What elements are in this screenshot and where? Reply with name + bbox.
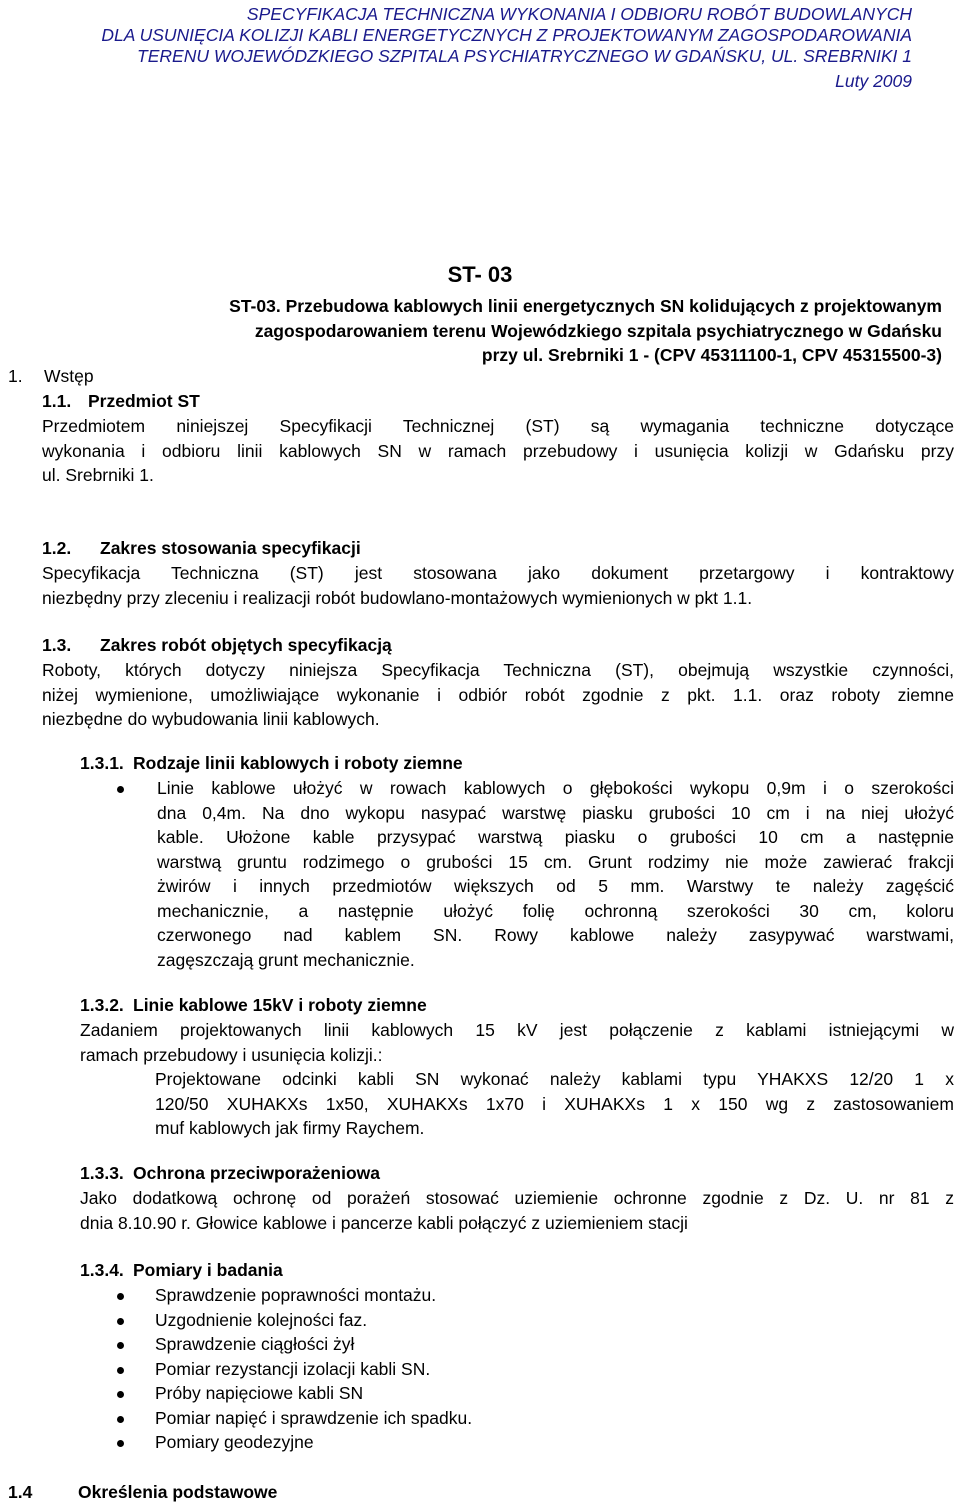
list-item: Pomiar napięć i sprawdzenie ich spadku. [155,1408,473,1428]
list-item: Sprawdzenie ciągłości żył [155,1334,355,1354]
section-1-3-2-paragraph [80,1018,954,1067]
section-1-4-number: 1.4 [8,1482,33,1502]
paragraph-line: Projektowane odcinki kabli SN wykonać należy kablami typu YHAKXS 12/20 1 x [155,1069,954,1089]
subtitle-line: przy ul. Srebrniki 1 - (CPV 45311100-1, CPV 45315500-3) [481,345,942,365]
section-1-3-2-indented-paragraph [155,1067,954,1141]
paragraph-line: ul. Srebrniki 1. [42,465,154,485]
paragraph-line: zagęszczają grunt mechanicznie. [157,949,415,970]
list-item: Pomiar rezystancji izolacji kabli SN. [155,1359,431,1379]
paragraph-line: niezbędny przy zleceniu i realizacji robót budowlano-montażowych wymienionych w pkt 1.1. [42,587,753,608]
document-title: ST- 03 [447,262,513,287]
paragraph-line: niezbędne do wybudowania linii kablowych. [42,709,380,729]
bullet-icon [117,1440,124,1447]
section-1-2-number: 1.2. [42,538,72,558]
list-item: Próby napięciowe kabli SN [155,1383,364,1403]
paragraph-line: dnia 8.10.90 r. Głowice kablowe i pancerze kabli połączyć z uziemieniem stacji [80,1212,688,1233]
paragraph-line: Specyfikacja Techniczna (ST) jest stosowana jako dokument przetargowy i kontraktowy [42,563,954,583]
header-date: Luty 2009 [835,71,912,91]
bullet-icon [117,1342,124,1349]
section-1-3-1-paragraph [157,776,954,972]
section-1-3-4-title: Pomiary i badania [133,1260,283,1280]
list-item: Pomiary geodezyjne [155,1432,314,1452]
paragraph-line: dna 0,4m. Na dno wykopu nasypać warstwę piasku grubości 10 cm i na niej ułożyć [157,802,954,823]
section-1-3-title: Zakres robót objętych specyfikacją [100,635,392,655]
paragraph-line: Linie kablowe ułożyć w rowach kablowych o głębokości wykopu 0,9m i o szerokości [157,778,954,798]
section-1-3-2-number: 1.3.2. [80,995,124,1015]
header-line-2: DLA USUNIĘCIA KOLIZJI KABLI ENERGETYCZNYCH Z PROJEKTOWANYM ZAGOSPODAROWANIA [101,25,912,45]
section-1-3-1-title: Rodzaje linii kablowych i roboty ziemne [133,753,463,773]
document-header [101,4,912,92]
paragraph-line: czerwonego nad kablem SN. Rowy kablowe należy zasypywać warstwami, [157,925,954,945]
list-item: Sprawdzenie poprawności montażu. [155,1285,437,1305]
paragraph-line: ramach przebudowy i usunięcia kolizji.: [80,1044,383,1065]
paragraph-line: żwirów i innych przedmiotów większych od 5 mm. Warstwy te należy zagęścić [157,876,954,896]
bullet-icon [117,1318,124,1325]
paragraph-line: muf kablowych jak firmy Raychem. [155,1118,425,1138]
paragraph-line: 120/50 XUHAKXs 1x50, XUHAKXs 1x70 i XUHAKXs 1 x 150 wg z zastosowaniem [155,1093,954,1114]
paragraph-line: mechanicznie, a następnie ułożyć folię ochronną szerokości 30 cm, koloru [157,900,954,921]
subtitle-line: ST-03. Przebudowa kablowych linii energetycznych SN kolidujących z projektowanym [229,296,942,316]
paragraph-line: kable. Ułożone kable przysypać warstwą piasku o grubości 10 cm a następnie [157,827,954,847]
section-1-number: 1. [8,366,23,386]
paragraph-line: warstwą gruntu rodzimego o grubości 15 cm. Grunt rodzimy nie może zawierać frakcji [157,851,954,872]
section-1-3-3-title: Ochrona przeciwporażeniowa [133,1163,380,1183]
section-1-3-paragraph [42,658,954,732]
section-1-2-title: Zakres stosowania specyfikacji [100,538,361,558]
section-1-title: Wstęp [44,366,94,386]
subtitle-line: zagospodarowaniem terenu Wojewódzkiego szpitala psychiatrycznego w Gdańsku [254,320,942,341]
paragraph-line: niżej wymienione, umożliwiające wykonanie i odbiór robót zgodnie z pkt. 1.1. oraz roboty ziemne [42,684,954,705]
section-1-2-paragraph [42,561,954,610]
header-line-3: TERENU WOJEWÓDZKIEGO SZPITALA PSYCHIATRYCZNEGO W GDAŃSKU, UL. SREBRNIKI 1 [137,46,912,66]
list-item: Uzgodnienie kolejności faz. [155,1310,368,1330]
section-1-3-2-title: Linie kablowe 15kV i roboty ziemne [133,995,427,1015]
paragraph-line: Przedmiotem niniejszej Specyfikacji Technicznej (ST) są wymagania techniczne dotyczące [42,416,954,436]
section-1-1-title: Przedmiot ST [88,391,200,411]
bullet-icon [117,1391,124,1398]
paragraph-line: wykonania i odbioru linii kablowych SN w ramach przebudowy i usunięcia kolizji w Gdańsku przy [42,440,954,461]
bullet-icon [117,1367,124,1374]
header-line-1: SPECYFIKACJA TECHNICZNA WYKONANIA I ODBIORU ROBÓT BUDOWLANYCH [246,4,912,24]
document-subtitle [82,294,942,368]
paragraph-line: Zadaniem projektowanych linii kablowych 15 kV jest połączenie z kablami istniejącymi w [80,1020,954,1040]
section-1-1-paragraph [42,414,954,488]
paragraph-line: Roboty, których dotyczy niniejsza Specyfikacja Techniczna (ST), obejmują wszystkie czynności, [42,660,954,680]
bullet-icon [117,1293,124,1300]
section-1-3-number: 1.3. [42,635,72,655]
bullet-icon [117,786,124,793]
section-1-3-3-paragraph [80,1186,954,1235]
section-1-3-1-number: 1.3.1. [80,753,124,773]
section-1-3-3-number: 1.3.3. [80,1163,124,1183]
section-1-3-4-number: 1.3.4. [80,1260,124,1280]
bullet-icon [117,1416,124,1423]
section-1-1-number: 1.1. [42,391,72,411]
paragraph-line: Jako dodatkową ochronę od porażeń stosować uziemienie ochronne zgodnie z Dz. U. nr 81 z [80,1188,954,1208]
section-1-4-title: Określenia podstawowe [78,1482,278,1502]
